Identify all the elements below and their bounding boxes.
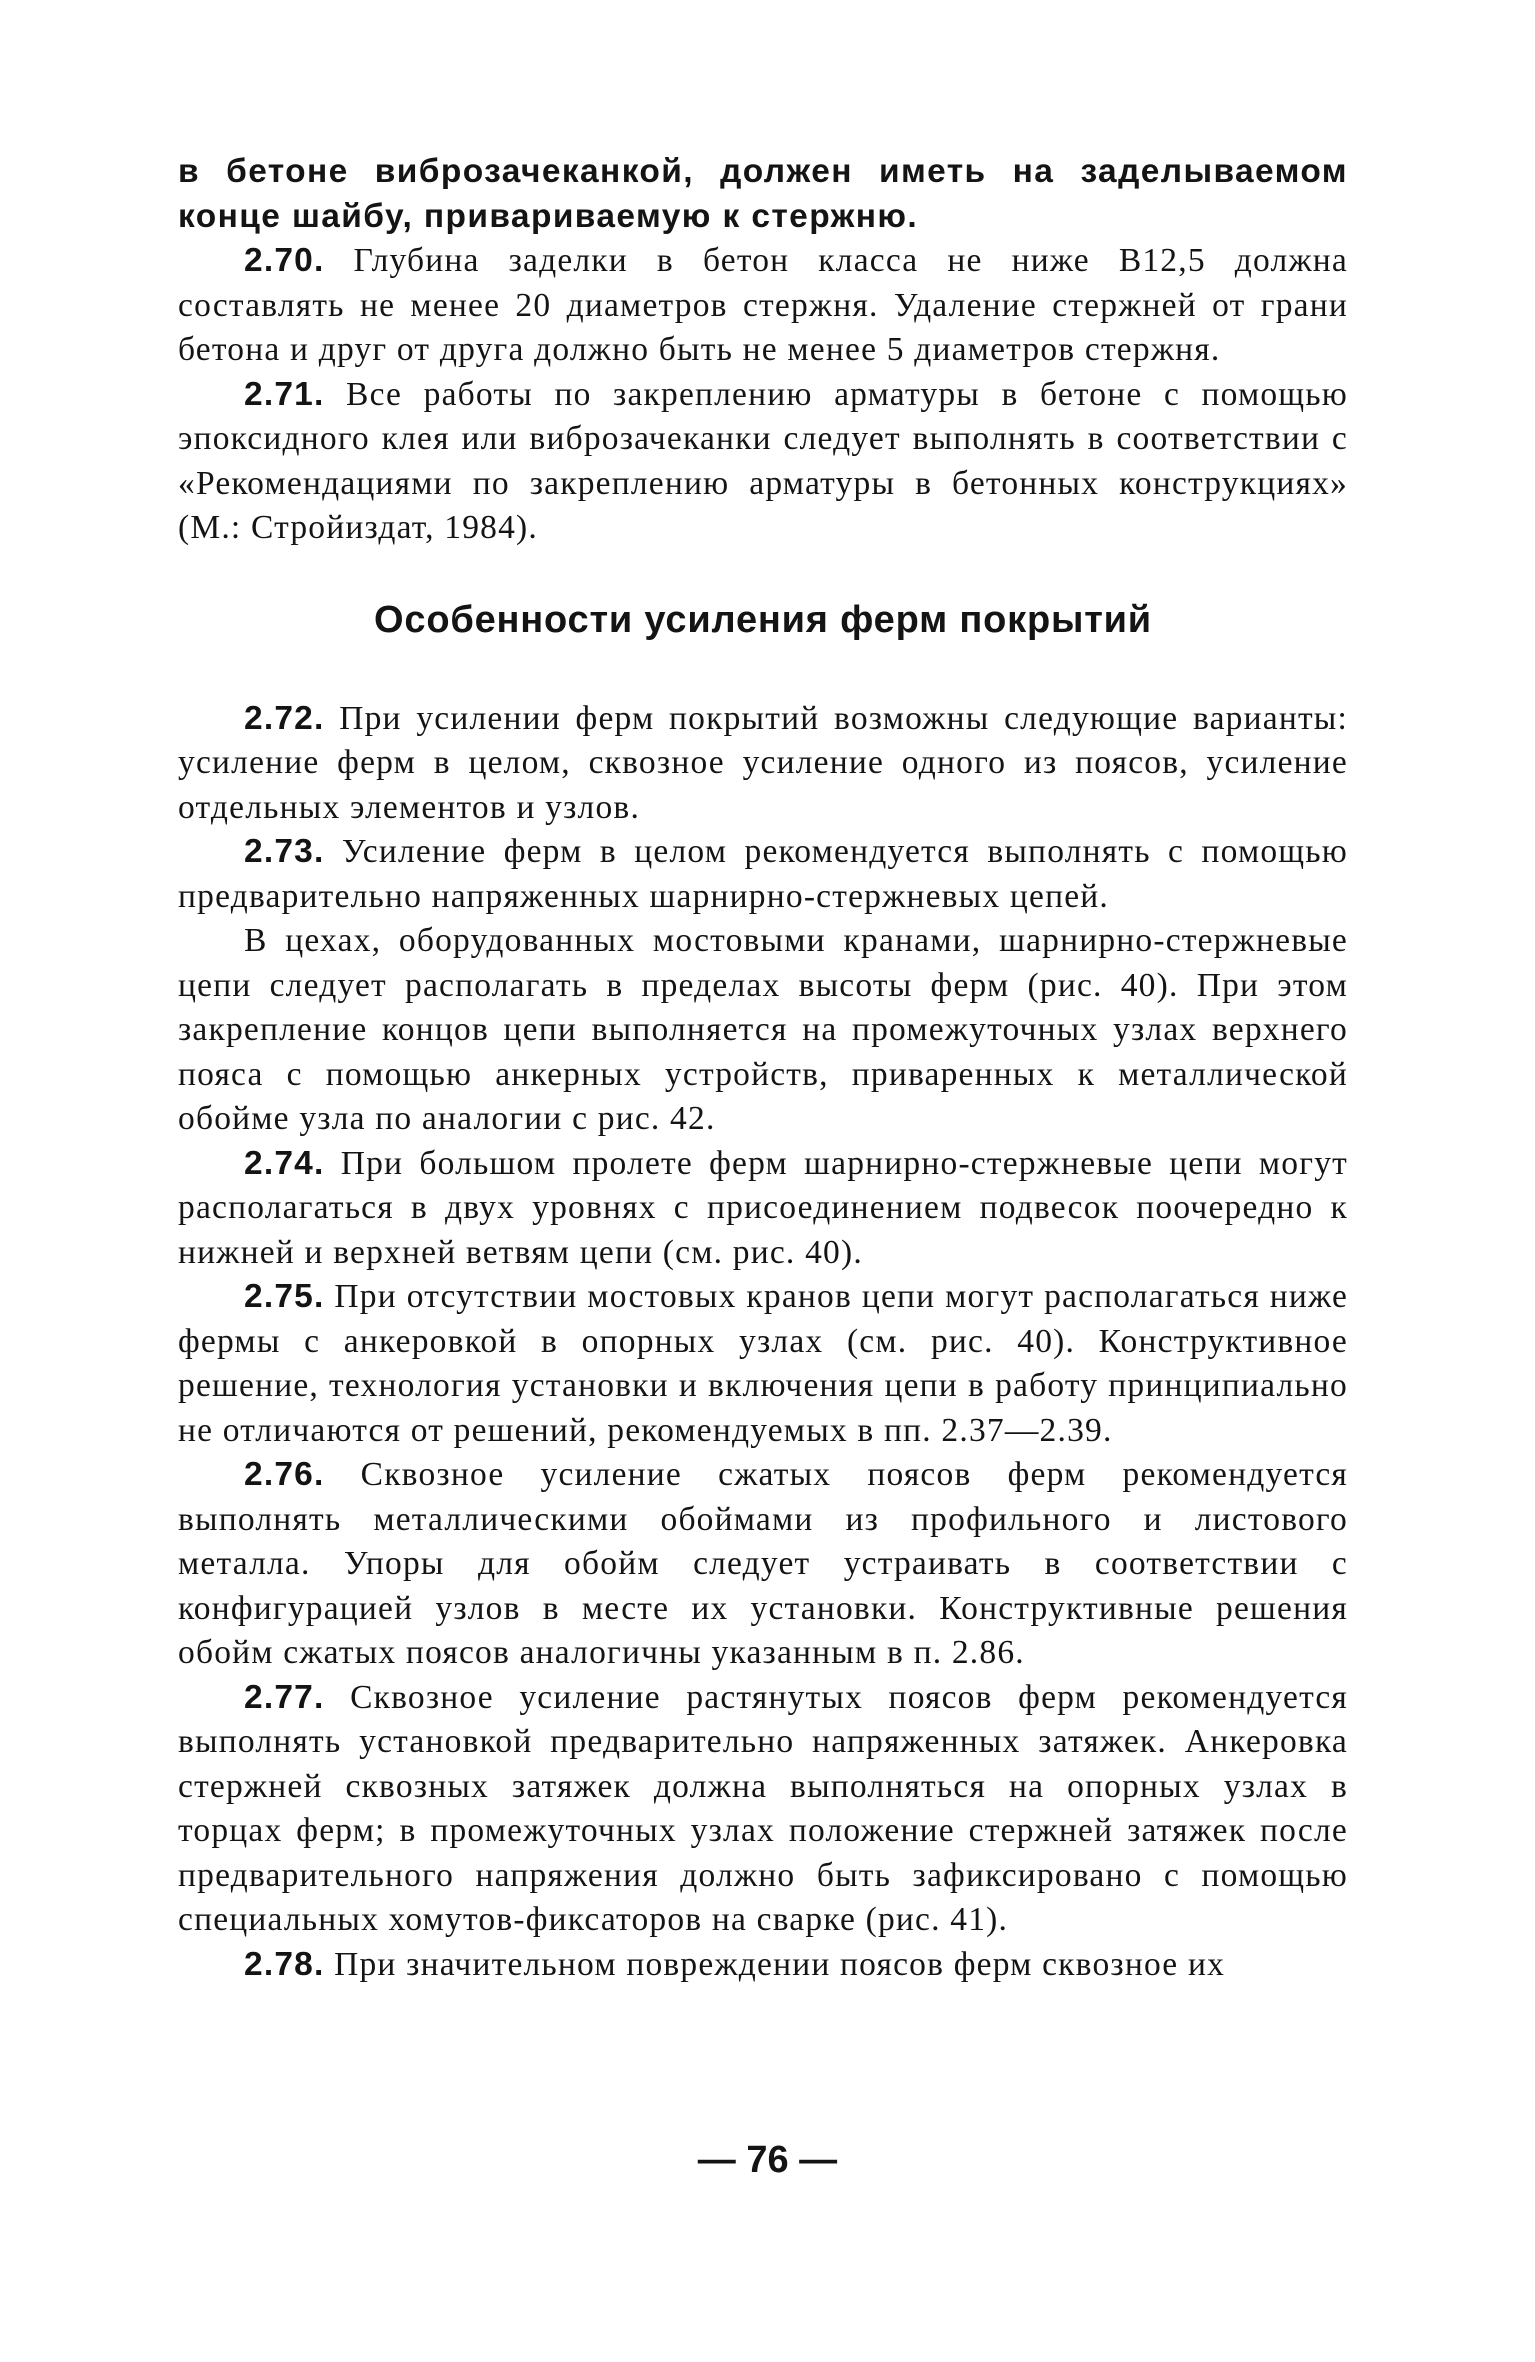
paragraph-2-73 <box>178 830 1348 919</box>
paragraph-text: Все работы по закреплению арматуры в бетоне с помощью эпоксидного клея или виброзачеканки следует выполнять в соответствии с «Рекомендациями по закреплению арматуры в бетонных конструкциях» (М.: Стройиздат, 1984). <box>178 375 1348 546</box>
paragraph-number: 2.71. <box>244 375 325 413</box>
paragraph-2-74 <box>178 1142 1348 1276</box>
paragraph-text: Сквозное усиление сжатых поясов ферм рекомендуется выполнять металлическими обоймами из профильного и листового металла. Упоры для обойм следует устраивать в соответствии с конфигурацией узлов в месте их установки. Конструктивные решения обойм сжатых поясов аналогичны указанным в п. 2.86. <box>178 1456 1349 1671</box>
paragraph-number: 2.72. <box>244 699 325 737</box>
paragraph-text: При усилении ферм покрытий возможны следующие варианты: усиление ферм в целом, сквозное усиление одного из поясов, усиление отдельных элементов и узлов. <box>178 699 1349 826</box>
paragraph-number: 2.74. <box>244 1144 325 1182</box>
paragraph-text: При большом пролете ферм шарнирно-стержневые цепи могут располагаться в двух уровнях с присоединением подвесок поочередно к нижней и верхней ветвям цепи (см. рис. 40). <box>178 1144 1348 1271</box>
paragraph-number: 2.75. <box>244 1278 325 1315</box>
paragraph-text: При отсутствии мостовых кранов цепи могут располагаться ниже фермы с анкеровкой в опорных узлах (см. рис. 40). Конструктивное решение, технология установки и включения цепи в работу принципиально не отличаются от решений, рекомендуемых в пп. 2.37—2.39. <box>178 1278 1349 1449</box>
paragraph-2-77 <box>178 1676 1348 1943</box>
section-heading: Особенности усиления ферм покрытий <box>374 598 1152 641</box>
paragraph-text: В цехах, оборудованных мостовыми кранами, шарнирно-стержневые цепи следует располагать в пределах высоты ферм (рис. 40). При этом закрепление концов цепи выполняется на промежуточных узлах верхнего пояса с помощью анкерных устройств, приваренных к металлической обойме узла по аналогии с рис. 42. <box>178 922 1348 1137</box>
paragraph-number: 2.77. <box>244 1678 325 1716</box>
paragraph-text: Усиление ферм в целом рекомендуется выполнять с помощью предварительно напряженных шарнирно-стержневых цепей. <box>178 833 1348 915</box>
paragraph-2-72 <box>178 697 1348 831</box>
paragraph-text: При значительном повреждении поясов ферм сквозное их <box>334 1945 1226 1983</box>
paragraph-2-76 <box>178 1453 1348 1676</box>
paragraph-2-75 <box>178 1275 1348 1453</box>
paragraph-2-73-continued <box>178 919 1348 1142</box>
intro-paragraph: в бетоне виброзачеканкой, должен иметь на заделываемом конце шайбу, привариваемую к стержню. <box>178 153 1348 235</box>
paragraph-2-78 <box>178 1943 1348 1988</box>
paragraph-2-70 <box>178 239 1348 373</box>
paragraph-number: 2.70. <box>244 242 325 279</box>
page-number: — 76 — <box>697 2139 838 2181</box>
page-body <box>178 150 1348 1987</box>
paragraph-number: 2.73. <box>244 833 325 870</box>
paragraph-text: Сквозное усиление растянутых поясов ферм рекомендуется выполнять установкой предварительно напряженных затяжек. Анкеровка стержней сквозных затяжек должна выполняться на опорных узлах в торцах ферм; в промежуточных узлах положение стержней затяжек после предварительного напряжения должно быть зафиксировано с помощью специальных хомутов-фиксаторов на сварке (рис. 41). <box>178 1678 1348 1938</box>
paragraph-number: 2.76. <box>244 1456 325 1493</box>
paragraph-2-71 <box>178 373 1348 551</box>
paragraph-number: 2.78. <box>244 1945 325 1983</box>
paragraph-text: Глубина заделки в бетон класса не ниже В12,5 должна составлять не менее 20 диаметров стержня. Удаление стержней от грани бетона и друг от друга должно быть не менее 5 диаметров стержня. <box>178 242 1349 368</box>
